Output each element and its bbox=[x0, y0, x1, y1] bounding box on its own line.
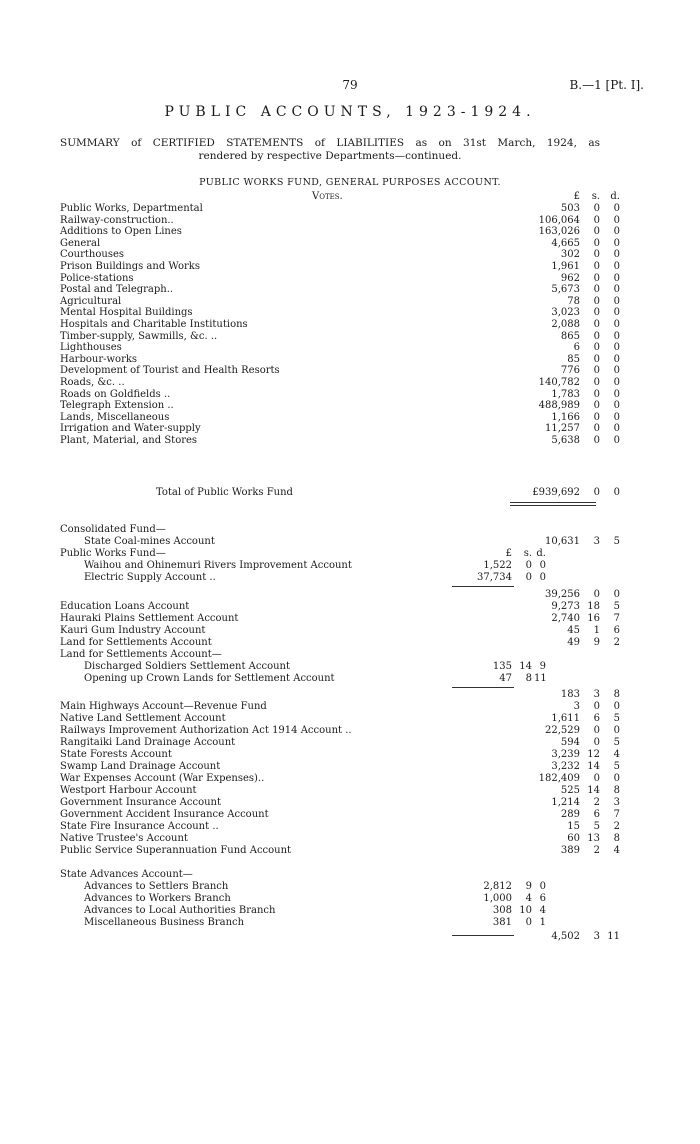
summary-line-1: SUMMARY of CERTIFIED STATEMENTS of LIABILITIES as on 31st March, 1924, as bbox=[60, 137, 600, 149]
vote-item-row bbox=[60, 296, 620, 308]
vote-item-shillings: 0 bbox=[593, 342, 600, 354]
advance-item-row bbox=[60, 905, 620, 917]
pwf-subtotal-amount: 39,256 bbox=[545, 589, 580, 600]
vote-item-amount: 1,961 bbox=[551, 261, 580, 272]
account-item-row bbox=[60, 625, 620, 637]
account-item-pence: 7 bbox=[613, 613, 620, 624]
account-item-pence: 0 bbox=[613, 725, 620, 736]
account-item-row bbox=[60, 749, 620, 761]
vote-item-label: Roads, &c. .. bbox=[60, 377, 125, 388]
account-item-pence: 5 bbox=[613, 737, 620, 748]
vote-item-pence: 0 bbox=[613, 411, 620, 423]
sa-subtotal-shillings: 3 bbox=[593, 931, 600, 942]
account-item-pence: 3 bbox=[613, 797, 620, 808]
vote-item-shillings: 0 bbox=[593, 214, 600, 226]
advance-item-pence: 4 bbox=[539, 905, 546, 916]
vote-item-amount: 5,673 bbox=[551, 284, 580, 296]
vote-item-pence: 0 bbox=[613, 295, 620, 307]
vote-item-shillings: 0 bbox=[593, 226, 600, 238]
vote-item-pence: 0 bbox=[613, 342, 620, 354]
vote-item-shillings: 0 bbox=[593, 435, 600, 446]
electric-supply-row bbox=[60, 572, 620, 584]
vote-item-label: Public Works, Departmental bbox=[60, 203, 203, 214]
vote-item-row bbox=[60, 226, 620, 238]
advance-item-label: Miscellaneous Business Branch bbox=[84, 917, 245, 928]
account-item-shillings: 13 bbox=[587, 833, 600, 844]
vote-item-label: Development of Tourist and Health Resorts bbox=[60, 365, 280, 377]
advance-item-shillings: 9 bbox=[525, 881, 532, 892]
vote-item-label: Irrigation and Water-supply bbox=[60, 423, 201, 435]
account-item-amount: 389 bbox=[560, 845, 580, 856]
vote-item-label: General bbox=[60, 237, 101, 249]
vote-item-amount: 865 bbox=[560, 330, 580, 342]
vote-item-pence: 0 bbox=[613, 226, 620, 238]
vote-item-row bbox=[60, 423, 620, 435]
account-item-label: Main Highways Account—Revenue Fund bbox=[60, 701, 267, 712]
account-item-label: State Forests Account bbox=[60, 749, 172, 760]
account-item-shillings: 0 bbox=[593, 701, 600, 712]
vote-item-amount: 1,166 bbox=[551, 411, 580, 423]
account-item-row bbox=[60, 833, 620, 845]
vote-item-row bbox=[60, 203, 620, 215]
vote-item-label: Roads on Goldfields .. bbox=[60, 388, 171, 400]
vote-item-pence: 0 bbox=[613, 284, 620, 296]
vote-item-shillings: 0 bbox=[593, 388, 600, 400]
advance-item-pence: 6 bbox=[539, 893, 546, 904]
account-item-pence: 4 bbox=[613, 749, 620, 760]
vote-item-label: Police-stations bbox=[60, 272, 134, 284]
vote-item-shillings: 0 bbox=[593, 411, 600, 423]
sa-subtotal-pence: 11 bbox=[607, 931, 620, 942]
vote-item-pence: 0 bbox=[613, 319, 620, 330]
electric-supply-pence: 0 bbox=[539, 572, 546, 583]
vote-item-amount: 106,064 bbox=[538, 214, 580, 226]
pwf-subtotal-row bbox=[60, 589, 620, 601]
account-item-pence: 6 bbox=[613, 625, 620, 636]
advance-item-shillings: 0 bbox=[525, 917, 532, 928]
account-item-row bbox=[60, 637, 620, 649]
account-item-shillings: 6 bbox=[593, 713, 600, 724]
total-shillings: 0 bbox=[593, 487, 600, 498]
account-item-row bbox=[60, 737, 620, 749]
vote-item-shillings: 0 bbox=[593, 307, 600, 319]
vote-item-label: Plant, Material, and Stores bbox=[60, 435, 198, 446]
vote-item-shillings: 0 bbox=[593, 423, 600, 435]
sub-pound-heading: £ bbox=[505, 548, 512, 559]
account-item-amount: 289 bbox=[560, 809, 580, 820]
account-item-label: Swamp Land Drainage Account bbox=[60, 761, 221, 772]
advance-item-shillings: 10 bbox=[519, 905, 532, 916]
vote-item-pence: 0 bbox=[613, 307, 620, 319]
account-item-shillings: 2 bbox=[593, 845, 600, 856]
vote-item-row bbox=[60, 389, 620, 401]
account-item-pence: 0 bbox=[613, 701, 620, 712]
account-item-row bbox=[60, 725, 620, 737]
vote-item-amount: 2,088 bbox=[551, 319, 580, 330]
vote-item-row bbox=[60, 342, 620, 354]
vote-item-amount: 11,257 bbox=[545, 423, 580, 435]
account-item-amount: 60 bbox=[567, 833, 580, 844]
account-item-label: Native Trustee's Account bbox=[60, 833, 188, 844]
vote-item-row bbox=[60, 354, 620, 366]
vote-item-pence: 0 bbox=[613, 203, 620, 214]
vote-item-row bbox=[60, 215, 620, 227]
account-item-label: Government Insurance Account bbox=[60, 797, 222, 808]
shilling-heading: s. bbox=[591, 191, 600, 202]
account-item-amount: 2,740 bbox=[551, 613, 580, 624]
vote-item-pence: 0 bbox=[613, 214, 620, 226]
account-item-label: Hauraki Plains Settlement Account bbox=[60, 613, 239, 624]
account-item-row bbox=[60, 601, 620, 613]
vote-item-shillings: 0 bbox=[593, 261, 600, 272]
account-item-row bbox=[60, 613, 620, 625]
lfs-subtotal-pence: 8 bbox=[613, 689, 620, 700]
account-item-amount: 3,239 bbox=[551, 749, 580, 760]
pwf-sub-rule bbox=[452, 586, 514, 587]
account-item-amount: 3,232 bbox=[551, 761, 580, 772]
vote-item-amount: 163,026 bbox=[538, 226, 580, 238]
advance-item-label: Advances to Settlers Branch bbox=[84, 881, 229, 892]
vote-item-row bbox=[60, 273, 620, 285]
advance-item-shillings: 4 bbox=[525, 893, 532, 904]
vote-item-label: Timber-supply, Sawmills, &c. .. bbox=[60, 330, 218, 342]
consolidated-fund-label: Consolidated Fund— bbox=[60, 524, 166, 535]
discharged-soldiers-row bbox=[60, 661, 620, 673]
waihou-shillings: 0 bbox=[525, 560, 532, 571]
account-item-label: War Expenses Account (War Expenses).. bbox=[60, 773, 265, 784]
vote-item-amount: 302 bbox=[560, 249, 580, 261]
vote-item-label: Mental Hospital Buildings bbox=[60, 307, 193, 319]
sa-subtotal-row bbox=[60, 931, 620, 943]
vote-item-row bbox=[60, 319, 620, 331]
crown-lands-row bbox=[60, 673, 620, 685]
vote-item-shillings: 0 bbox=[593, 203, 600, 214]
vote-item-pence: 0 bbox=[613, 237, 620, 249]
land-settlements-heading bbox=[60, 649, 620, 661]
account-item-amount: 182,409 bbox=[538, 773, 580, 784]
summary-heading bbox=[60, 137, 600, 163]
vote-item-pence: 0 bbox=[613, 423, 620, 435]
account-item-label: Public Service Superannuation Fund Account bbox=[60, 845, 292, 856]
account-item-shillings: 1 bbox=[593, 625, 600, 636]
account-item-shillings: 16 bbox=[587, 613, 600, 624]
vote-item-pence: 0 bbox=[613, 353, 620, 365]
account-item-row bbox=[60, 773, 620, 785]
advance-item-amount: 381 bbox=[492, 917, 512, 928]
vote-item-row bbox=[60, 261, 620, 273]
vote-item-shillings: 0 bbox=[593, 400, 600, 412]
account-item-row bbox=[60, 713, 620, 725]
account-item-amount: 3 bbox=[573, 701, 580, 712]
vote-item-row bbox=[60, 412, 620, 424]
vote-item-label: Telegraph Extension .. bbox=[60, 400, 174, 412]
vote-item-label: Lighthouses bbox=[60, 342, 122, 354]
account-item-label: Native Land Settlement Account bbox=[60, 713, 226, 724]
discharged-soldiers-amount: 135 bbox=[492, 661, 512, 672]
vote-item-label: Additions to Open Lines bbox=[60, 226, 182, 238]
votes-heading: Votes. bbox=[312, 191, 343, 202]
total-underline bbox=[510, 502, 596, 503]
vote-item-amount: 78 bbox=[567, 295, 580, 307]
account-item-amount: 525 bbox=[560, 785, 580, 796]
vote-item-shillings: 0 bbox=[593, 330, 600, 342]
total-label: Total of Public Works Fund bbox=[156, 487, 293, 498]
vote-item-amount: 3,023 bbox=[551, 307, 580, 319]
vote-item-amount: 1,783 bbox=[551, 388, 580, 400]
account-item-pence: 5 bbox=[613, 713, 620, 724]
advance-item-pence: 1 bbox=[539, 917, 546, 928]
vote-item-pence: 0 bbox=[613, 435, 620, 446]
vote-item-pence: 0 bbox=[613, 400, 620, 412]
account-item-row bbox=[60, 821, 620, 833]
electric-supply-shillings: 0 bbox=[525, 572, 532, 583]
advance-item-row bbox=[60, 893, 620, 905]
account-item-amount: 45 bbox=[567, 625, 580, 636]
public-works-fund-heading bbox=[60, 548, 620, 560]
vote-item-amount: 6 bbox=[573, 342, 580, 354]
account-item-pence: 5 bbox=[613, 761, 620, 772]
vote-item-amount: 776 bbox=[560, 365, 580, 377]
account-item-pence: 2 bbox=[613, 637, 620, 648]
vote-item-row bbox=[60, 377, 620, 389]
account-item-amount: 1,611 bbox=[551, 713, 580, 724]
account-item-amount: 1,214 bbox=[551, 797, 580, 808]
advance-item-row bbox=[60, 917, 620, 929]
vote-item-shillings: 0 bbox=[593, 365, 600, 377]
vote-item-row bbox=[60, 238, 620, 250]
state-advances-heading-label: State Advances Account— bbox=[60, 869, 193, 880]
advance-item-label: Advances to Local Authorities Branch bbox=[84, 905, 276, 916]
account-item-row bbox=[60, 809, 620, 821]
account-item-amount: 15 bbox=[567, 821, 580, 832]
vote-item-shillings: 0 bbox=[593, 249, 600, 261]
waihou-amount: 1,522 bbox=[483, 560, 512, 571]
account-item-label: Land for Settlements Account bbox=[60, 637, 212, 648]
crown-lands-shillings: 8 bbox=[525, 673, 532, 684]
advance-item-pence: 0 bbox=[539, 881, 546, 892]
vote-item-amount: 85 bbox=[567, 353, 580, 365]
vote-item-amount: 962 bbox=[560, 272, 580, 284]
electric-supply-amount: 37,734 bbox=[477, 572, 512, 583]
vote-item-amount: 503 bbox=[560, 203, 580, 214]
account-item-label: Government Accident Insurance Account bbox=[60, 809, 269, 820]
pwf-subtotal-pence: 0 bbox=[613, 589, 620, 600]
crown-lands-amount: 47 bbox=[499, 673, 512, 684]
vote-item-amount: 4,665 bbox=[551, 237, 580, 249]
account-item-shillings: 2 bbox=[593, 797, 600, 808]
account-item-shillings: 6 bbox=[593, 809, 600, 820]
electric-supply-label: Electric Supply Account .. bbox=[84, 572, 216, 583]
vote-item-pence: 0 bbox=[613, 249, 620, 261]
account-item-amount: 49 bbox=[567, 637, 580, 648]
vote-item-label: Railway-construction.. bbox=[60, 214, 174, 226]
vote-item-shillings: 0 bbox=[593, 272, 600, 284]
account-item-shillings: 14 bbox=[587, 785, 600, 796]
account-item-pence: 7 bbox=[613, 809, 620, 820]
page-title: PUBLIC ACCOUNTS, 1923-1924. bbox=[164, 104, 536, 120]
public-works-fund-label: Public Works Fund— bbox=[60, 548, 166, 559]
vote-item-pence: 0 bbox=[613, 388, 620, 400]
vote-item-amount: 140,782 bbox=[538, 377, 580, 388]
discharged-soldiers-pence: 9 bbox=[539, 661, 546, 672]
account-item-shillings: 5 bbox=[593, 821, 600, 832]
lfs-subtotal-row bbox=[60, 689, 620, 701]
waihou-row bbox=[60, 560, 620, 572]
column-header-row bbox=[60, 191, 620, 203]
discharged-soldiers-shillings: 14 bbox=[519, 661, 532, 672]
vote-item-row bbox=[60, 331, 620, 343]
pwf-subtotal-shillings: 0 bbox=[593, 589, 600, 600]
account-item-pence: 4 bbox=[613, 845, 620, 856]
account-item-label: Kauri Gum Industry Account bbox=[60, 625, 206, 636]
page-number: 79 bbox=[342, 78, 358, 92]
coal-mines-pence: 5 bbox=[613, 536, 620, 547]
vote-item-row bbox=[60, 284, 620, 296]
vote-item-amount: 5,638 bbox=[551, 435, 580, 446]
vote-item-row bbox=[60, 307, 620, 319]
vote-item-row bbox=[60, 400, 620, 412]
lfs-subtotal-shillings: 3 bbox=[593, 689, 600, 700]
total-amount: £939,692 bbox=[532, 487, 580, 498]
crown-lands-label: Opening up Crown Lands for Settlement Account bbox=[84, 673, 335, 684]
account-item-shillings: 0 bbox=[593, 725, 600, 736]
account-item-amount: 22,529 bbox=[545, 725, 580, 736]
vote-item-pence: 0 bbox=[613, 272, 620, 284]
vote-item-label: Postal and Telegraph.. bbox=[60, 284, 174, 296]
account-item-row bbox=[60, 701, 620, 713]
advance-item-label: Advances to Workers Branch bbox=[84, 893, 231, 904]
account-item-row bbox=[60, 797, 620, 809]
advance-item-amount: 2,812 bbox=[483, 881, 512, 892]
account-item-shillings: 18 bbox=[587, 601, 600, 612]
account-item-shillings: 0 bbox=[593, 773, 600, 784]
waihou-label: Waihou and Ohinemuri Rivers Improvement Account bbox=[84, 560, 352, 571]
vote-item-shillings: 0 bbox=[593, 377, 600, 388]
total-double-underline bbox=[510, 505, 596, 506]
sub-shilling-heading: s. bbox=[523, 548, 532, 559]
account-item-row bbox=[60, 761, 620, 773]
account-item-pence: 0 bbox=[613, 773, 620, 784]
coal-mines-amount: 10,631 bbox=[545, 536, 580, 547]
account-item-row bbox=[60, 845, 620, 857]
account-item-label: Westport Harbour Account bbox=[60, 785, 197, 796]
vote-item-pence: 0 bbox=[613, 330, 620, 342]
pence-heading: d. bbox=[610, 191, 620, 202]
vote-item-pence: 0 bbox=[613, 365, 620, 377]
total-pence: 0 bbox=[613, 487, 620, 498]
vote-item-row bbox=[60, 249, 620, 261]
account-item-amount: 9,273 bbox=[551, 601, 580, 612]
account-item-pence: 5 bbox=[613, 601, 620, 612]
account-item-pence: 8 bbox=[613, 833, 620, 844]
vote-item-pence: 0 bbox=[613, 261, 620, 272]
lfs-sub-rule bbox=[452, 687, 514, 688]
account-item-row bbox=[60, 785, 620, 797]
waihou-pence: 0 bbox=[539, 560, 546, 571]
vote-item-shillings: 0 bbox=[593, 237, 600, 249]
vote-item-label: Courthouses bbox=[60, 249, 124, 261]
account-item-pence: 2 bbox=[613, 821, 620, 832]
advance-item-amount: 308 bbox=[492, 905, 512, 916]
sub-pence-heading: d. bbox=[536, 548, 546, 559]
account-item-label: Railways Improvement Authorization Act 1914 Account .. bbox=[60, 725, 352, 736]
vote-item-shillings: 0 bbox=[593, 284, 600, 296]
sa-subtotal-amount: 4,502 bbox=[551, 931, 580, 942]
section-heading: PUBLIC WORKS FUND, GENERAL PURPOSES ACCOUNT. bbox=[199, 177, 501, 188]
discharged-soldiers-label: Discharged Soldiers Settlement Account bbox=[84, 661, 291, 672]
crown-lands-pence: 11 bbox=[534, 673, 547, 684]
vote-item-label: Lands, Miscellaneous bbox=[60, 411, 170, 423]
coal-mines-row bbox=[60, 536, 620, 548]
vote-item-row bbox=[60, 365, 620, 377]
advance-item-row bbox=[60, 881, 620, 893]
advance-item-amount: 1,000 bbox=[483, 893, 512, 904]
account-item-label: Rangitaiki Land Drainage Account bbox=[60, 737, 236, 748]
total-row bbox=[60, 487, 620, 499]
vote-item-label: Prison Buildings and Works bbox=[60, 261, 200, 272]
coal-mines-shillings: 3 bbox=[593, 536, 600, 547]
vote-item-shillings: 0 bbox=[593, 319, 600, 330]
document-reference: B.—1 [Pt. I]. bbox=[569, 78, 644, 92]
vote-item-amount: 488,989 bbox=[538, 400, 580, 412]
account-item-shillings: 12 bbox=[587, 749, 600, 760]
account-item-label: Education Loans Account bbox=[60, 601, 190, 612]
lfs-subtotal-amount: 183 bbox=[560, 689, 580, 700]
vote-item-label: Hospitals and Charitable Institutions bbox=[60, 319, 248, 330]
account-item-pence: 8 bbox=[613, 785, 620, 796]
account-item-shillings: 9 bbox=[593, 637, 600, 648]
land-settlements-heading-label: Land for Settlements Account— bbox=[60, 649, 222, 660]
vote-item-shillings: 0 bbox=[593, 353, 600, 365]
vote-item-label: Agricultural bbox=[60, 295, 122, 307]
coal-mines-label: State Coal-mines Account bbox=[84, 536, 215, 547]
account-item-shillings: 0 bbox=[593, 737, 600, 748]
vote-item-shillings: 0 bbox=[593, 295, 600, 307]
vote-item-pence: 0 bbox=[613, 377, 620, 388]
state-advances-heading bbox=[60, 869, 620, 881]
account-item-amount: 594 bbox=[560, 737, 580, 748]
pound-heading: £ bbox=[573, 191, 580, 202]
vote-item-row bbox=[60, 435, 620, 447]
vote-item-label: Harbour-works bbox=[60, 353, 138, 365]
account-item-label: State Fire Insurance Account .. bbox=[60, 821, 219, 832]
account-item-shillings: 14 bbox=[587, 761, 600, 772]
summary-line-2: rendered by respective Departments—continued. bbox=[198, 150, 462, 162]
consolidated-fund-heading bbox=[60, 524, 620, 536]
